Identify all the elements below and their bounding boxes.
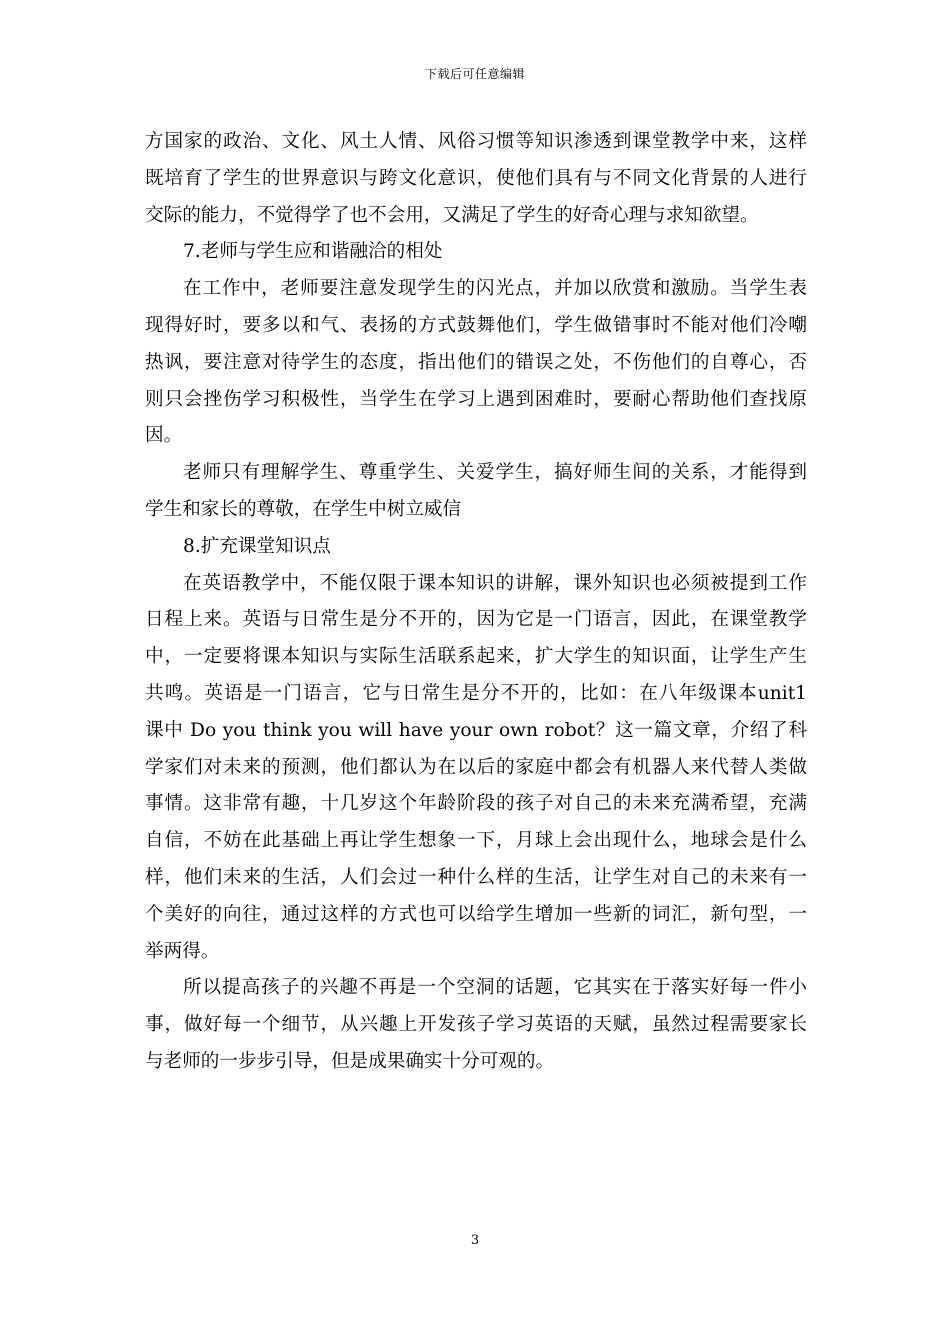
section-heading-7: 7.老师与学生应和谐融洽的相处 (183, 241, 443, 263)
paragraph-line: 所以提高孩子的兴趣不再是一个空洞的话题，它其实在于落实好每一件小 (183, 977, 807, 999)
paragraph-line: 热讽，要注意对待学生的态度，指出他们的错误之处，不伤他们的自尊心，否 (145, 351, 807, 373)
paragraph-line: 样，他们未来的生活，人们会过一种什么样的生活，让学生对自己的未来有一 (145, 866, 807, 888)
paragraph-line: 自信，不妨在此基础上再让学生想象一下，月球上会出现什么，地球会是什么 (145, 830, 807, 852)
paragraph-line: 事，做好每一个细节，从兴趣上开发孩子学习英语的天赋，虽然过程需要家长 (145, 1014, 807, 1036)
paragraph-line: 在工作中，老师要注意发现学生的闪光点，并加以欣赏和激励。当学生表 (183, 278, 807, 300)
page-header: 下载后可任意编辑 (424, 67, 525, 81)
paragraph-line: 中，一定要将课本知识与实际生活联系起来，扩大学生的知识面，让学生产生 (145, 646, 807, 668)
paragraph-line: 因。 (145, 425, 183, 447)
paragraph-line: 现得好时，要多以和气、表扬的方式鼓舞他们，学生做错事时不能对他们冷嘲 (145, 314, 807, 336)
paragraph-line: 与老师的一步步引导，但是成果确实十分可观的。 (145, 1050, 555, 1072)
paragraph-line: 交际的能力，不觉得学了也不会用，又满足了学生的好奇心理与求知欲望。 (145, 204, 759, 226)
paragraph-line: 既培育了学生的世界意识与跨文化意识，使他们具有与不同文化背景的人进行 (145, 167, 807, 189)
section-heading-8: 8.扩充课堂知识点 (183, 535, 331, 557)
paragraph-line: 在英语教学中，不能仅限于课本知识的讲解，课外知识也必须被提到工作 (183, 572, 807, 594)
page-number: 3 (470, 1233, 480, 1248)
paragraph-line: 日程上来。英语与日常生是分不开的，因为它是一门语言，因此，在课堂教学 (145, 609, 807, 631)
paragraph-line: 老师只有理解学生、尊重学生、关爱学生，搞好师生间的关系，才能得到 (183, 462, 807, 484)
paragraph-line: 事情。这非常有趣，十几岁这个年龄阶段的孩子对自己的未来充满希望，充满 (145, 793, 807, 815)
paragraph-line: 学家们对未来的预测，他们都认为在以后的家庭中都会有机器人来代替人类做 (145, 756, 807, 778)
paragraph-line: 方国家的政治、文化、风土人情、风俗习惯等知识渗透到课堂教学中来，这样 (145, 131, 807, 152)
document-body (145, 124, 807, 1081)
paragraph-line: 共鸣。英语是一门语言，它与日常生是分不开的，比如：在八年级课本unit1 (145, 682, 807, 704)
paragraph-line: 课中 Do you think you will have your own robot？这一篇文章，介绍了科 (145, 719, 807, 741)
paragraph-line: 则只会挫伤学习积极性，当学生在学习上遇到困难时，要耐心帮助他们查找原 (145, 388, 807, 410)
paragraph-line: 个美好的向往，通过这样的方式也可以给学生增加一些新的词汇，新句型，一 (145, 903, 807, 925)
paragraph-line: 举两得。 (145, 940, 220, 962)
paragraph-line: 学生和家长的尊敬，在学生中树立威信 (145, 498, 462, 520)
